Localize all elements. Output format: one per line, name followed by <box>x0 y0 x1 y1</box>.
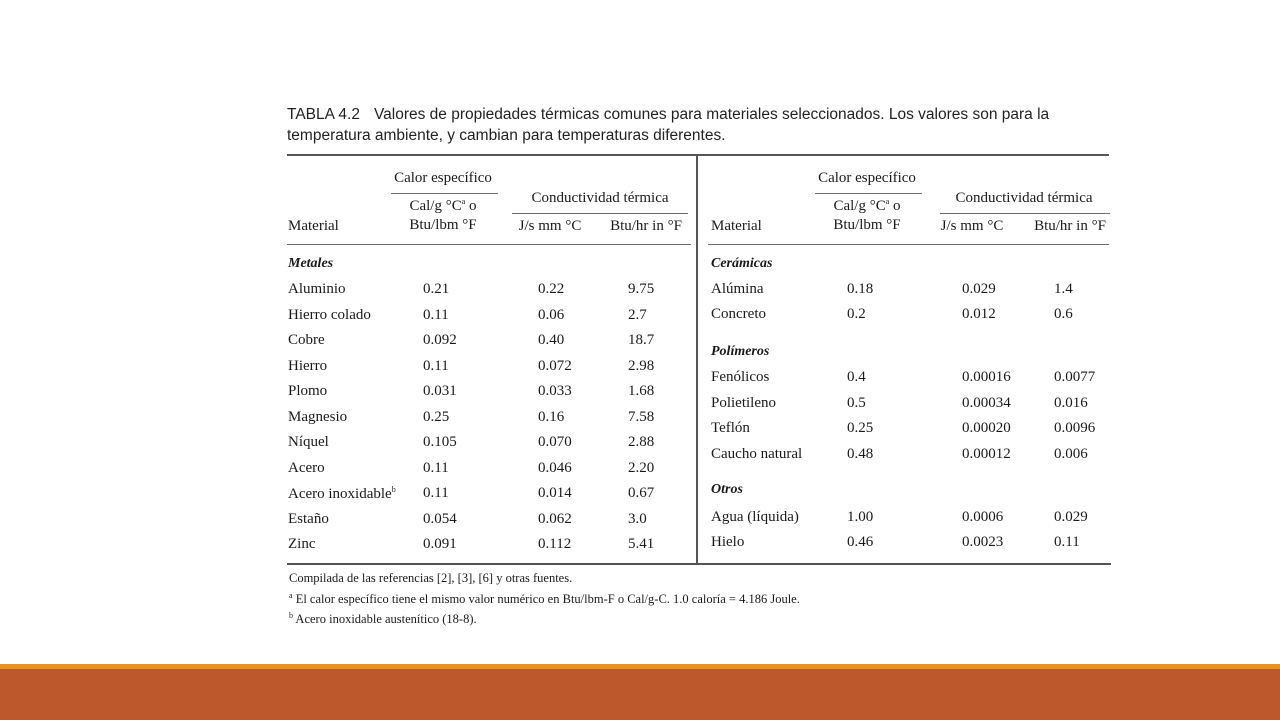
conductivity-us-value: 7.58 <box>628 408 655 425</box>
material-name: Hierro colado <box>288 306 371 323</box>
conductivity-us-value: 3.0 <box>628 510 647 527</box>
header-cp-unit-left: Cal/g $^\circ C^a$ o <box>409 197 477 214</box>
material-name: Agua (líquida) <box>711 509 799 525</box>
rule-specific-heat-right <box>815 193 922 194</box>
specific-heat-value: 0.092 <box>423 332 457 348</box>
material-name: Cobre <box>288 332 325 348</box>
material-name: Acero inoxidable$^b$ <box>288 485 396 502</box>
specific-heat-value: 0.25 <box>847 420 874 436</box>
specific-heat-value: 0.031 <box>423 383 457 399</box>
specific-heat-value: 0.11 <box>423 357 449 374</box>
conductivity-us-value: 0.016 <box>1054 395 1088 411</box>
conductivity-si-value: 0.06 <box>538 306 565 323</box>
table-title: Valores de propiedades térmicas comunes para materiales seleccionados. Los valores son para la temperatura ambiente, y cambian para temperaturas diferentes. <box>287 106 1050 144</box>
material-name: Caucho natural <box>711 446 803 462</box>
specific-heat-value: 0.11 <box>423 459 449 476</box>
header-k-us-right: Btu/hr in °F <box>1034 218 1106 234</box>
material-name: Estaño <box>288 510 329 527</box>
material-name: Alúmina <box>711 281 764 297</box>
table-number: TABLA 4.2 <box>287 106 360 123</box>
conductivity-us-value: 0.11 <box>1054 534 1080 550</box>
header-k-us-left: Btu/hr in °F <box>610 218 682 234</box>
header-material-right: Material <box>711 218 762 234</box>
conductivity-si-value: 0.00012 <box>962 446 1011 462</box>
header-rule-right <box>708 244 1109 245</box>
header-conductivity-right: Conductividad térmica <box>955 190 1093 206</box>
section-title-metales: Metales <box>288 256 334 271</box>
specific-heat-value: 0.11 <box>423 306 449 323</box>
conductivity-si-value: 0.072 <box>538 357 572 374</box>
column-divider <box>696 154 698 564</box>
conductivity-si-value: 0.00016 <box>962 369 1011 385</box>
conductivity-us-value: 0.0096 <box>1054 420 1096 436</box>
conductivity-si-value: 0.40 <box>538 332 565 348</box>
conductivity-us-value: 1.68 <box>628 383 655 399</box>
conductivity-si-value: 0.00020 <box>962 420 1011 436</box>
conductivity-us-value: 0.6 <box>1054 306 1073 322</box>
header-k-si-left: J/s mm °C <box>518 218 582 234</box>
header-cp-unit2-left: Btu/lbm °F <box>409 217 477 233</box>
conductivity-us-value: 2.20 <box>628 459 655 476</box>
header-specific-heat-right: Calor específico <box>818 170 916 186</box>
conductivity-us-value: 2.7 <box>628 306 647 323</box>
conductivity-si-value: 0.029 <box>962 281 996 297</box>
conductivity-si-value: 0.033 <box>538 383 572 399</box>
specific-heat-value: 0.11 <box>423 485 449 501</box>
header-specific-heat-left: Calor específico <box>394 170 492 186</box>
table-caption <box>287 104 1087 146</box>
specific-heat-value: 0.18 <box>847 281 874 297</box>
specific-heat-value: 0.2 <box>847 306 866 322</box>
conductivity-us-value: 9.75 <box>628 281 655 297</box>
footer-bar <box>0 669 1280 720</box>
header-k-si-right: J/s mm °C <box>940 218 1004 234</box>
specific-heat-value: 0.46 <box>847 534 874 550</box>
specific-heat-value: 0.054 <box>423 510 457 527</box>
material-name: Polietileno <box>711 395 776 411</box>
rule-conductivity-right <box>940 213 1110 214</box>
conductivity-si-value: 0.012 <box>962 306 996 322</box>
material-name: Níquel <box>288 434 329 450</box>
note-a: $^a$ El calor específico tiene el mismo valor numérico en Btu/lbm-F o Cal/g-C. 1.0 caloría = 4.186 Joule. <box>289 591 800 607</box>
material-name: Hierro <box>288 357 328 374</box>
material-name: Hielo <box>711 534 745 550</box>
material-name: Aluminio <box>288 281 346 297</box>
specific-heat-value: 0.091 <box>423 536 457 552</box>
conductivity-si-value: 0.00034 <box>962 395 1011 411</box>
specific-heat-value: 0.5 <box>847 395 866 411</box>
bottom-rule <box>287 563 1111 565</box>
conductivity-us-value: 2.98 <box>628 357 655 374</box>
specific-heat-value: 0.21 <box>423 281 450 297</box>
section-title-polimeros: Polímeros <box>711 344 770 359</box>
material-name: Fenólicos <box>711 369 770 385</box>
header-cp-unit-right: Cal/g $^\circ C^a$ o <box>833 197 901 214</box>
conductivity-si-value: 0.22 <box>538 281 565 297</box>
conductivity-us-value: 0.67 <box>628 485 655 501</box>
specific-heat-value: 0.25 <box>423 408 450 425</box>
conductivity-si-value: 0.070 <box>538 434 572 450</box>
material-name: Teflón <box>711 420 750 436</box>
conductivity-us-value: 5.41 <box>628 536 655 552</box>
material-name: Magnesio <box>288 408 348 425</box>
conductivity-si-value: 0.014 <box>538 485 572 501</box>
conductivity-us-value: 18.7 <box>628 332 655 348</box>
material-name: Acero <box>288 459 325 476</box>
section-title-otros: Otros <box>711 482 743 497</box>
rule-specific-heat-left <box>391 193 498 194</box>
header-rule-left <box>287 244 691 245</box>
specific-heat-value: 0.105 <box>423 434 457 450</box>
conductivity-us-value: 1.4 <box>1054 281 1073 297</box>
header-conductivity-left: Conductividad térmica <box>531 190 669 206</box>
conductivity-si-value: 0.0023 <box>962 534 1004 550</box>
top-rule <box>287 154 1109 156</box>
header-cp-unit2-right: Btu/lbm °F <box>833 217 901 233</box>
conductivity-si-value: 0.112 <box>538 536 572 552</box>
rule-conductivity-left <box>512 213 688 214</box>
section-title-ceramicas: Cerámicas <box>711 256 773 271</box>
conductivity-si-value: 0.062 <box>538 510 572 527</box>
conductivity-us-value: 2.88 <box>628 434 655 450</box>
note-source: Compilada de las referencias [2], [3], [6] y otras fuentes. <box>289 571 573 585</box>
conductivity-si-value: 0.046 <box>538 459 572 476</box>
material-name: Plomo <box>288 383 328 399</box>
specific-heat-value: 0.48 <box>847 446 874 462</box>
material-name: Concreto <box>711 306 766 322</box>
material-name: Zinc <box>288 536 316 552</box>
conductivity-si-value: 0.16 <box>538 408 565 425</box>
specific-heat-value: 1.00 <box>847 509 874 525</box>
note-b: $^b$ Acero inoxidable austenítico (18-8). <box>289 611 477 627</box>
header-material-left: Material <box>288 218 339 234</box>
conductivity-us-value: 0.029 <box>1054 509 1088 525</box>
conductivity-us-value: 0.0077 <box>1054 369 1096 385</box>
conductivity-us-value: 0.006 <box>1054 446 1088 462</box>
specific-heat-value: 0.4 <box>847 369 866 385</box>
conductivity-si-value: 0.0006 <box>962 509 1004 525</box>
